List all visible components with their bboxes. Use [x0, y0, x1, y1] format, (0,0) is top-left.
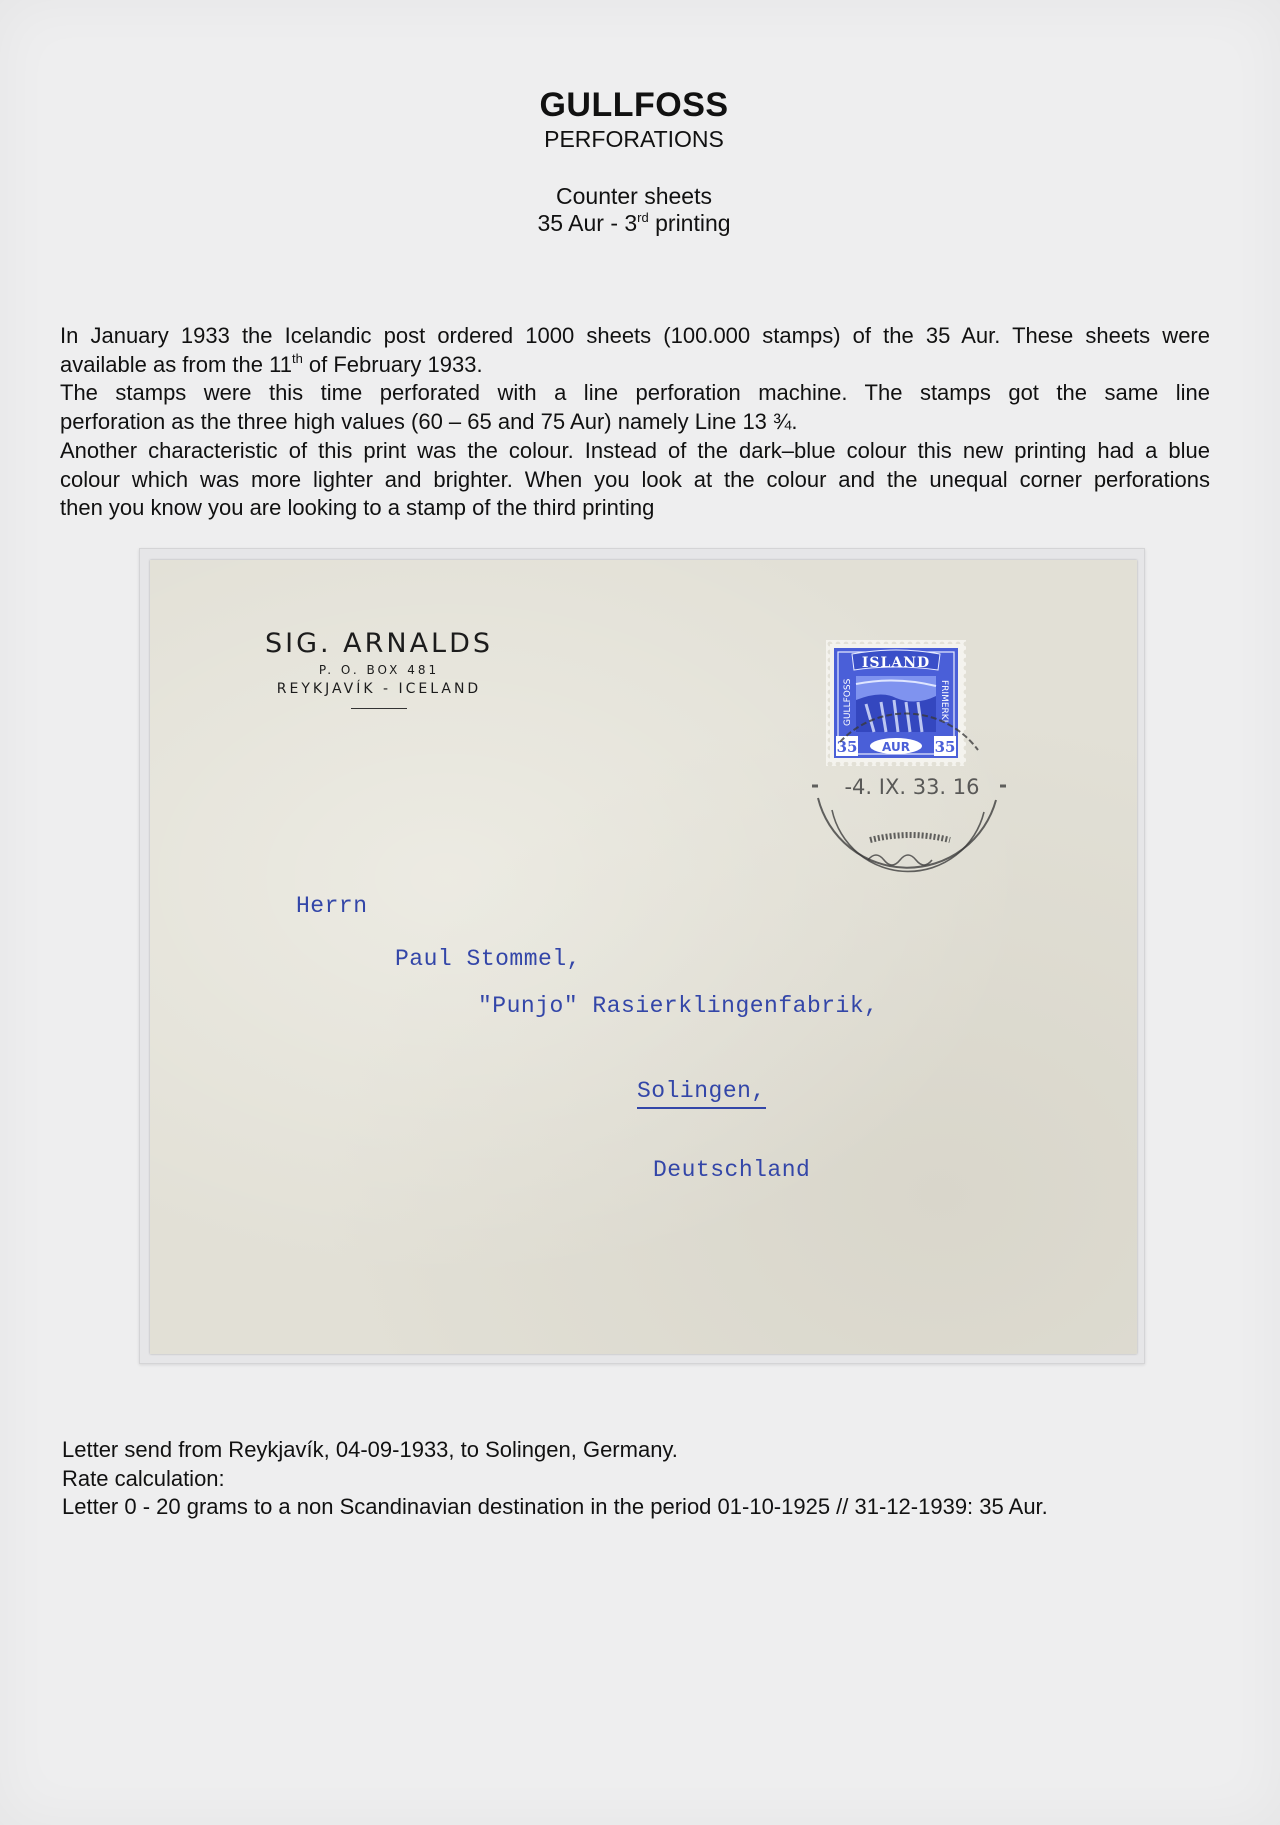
intro-line-2-prefix: available as from the 11: [60, 351, 292, 377]
stamp-value-left: 35: [836, 738, 858, 756]
intro-line-2-suffix: of February 1933.: [302, 351, 483, 377]
counter-sheets-label: Counter sheets: [556, 183, 712, 209]
intro-line-6: colour which was more lighter and brighter. When you look at the colour and the unequal corner perforations: [60, 466, 1210, 492]
intro-line-1: In January 1933 the Icelandic post ordered 1000 sheets (100.000 stamps) of the 35 Aur. These sheets were: [60, 323, 1210, 348]
printing-prefix: 35 Aur - 3: [537, 210, 638, 236]
address-recipient: Paul Stommel,: [395, 946, 581, 972]
footer-line-2: Rate calculation:: [62, 1465, 225, 1491]
printing-superscript: rd: [637, 210, 649, 225]
intro-line-4: perforation as the three high values (60 – 65 and 75 Aur) namely Line 13 ¾.: [60, 409, 798, 435]
page-title: GULLFOSS: [539, 86, 729, 124]
sender-name: SIG. ARNALDS: [264, 628, 494, 659]
stamp-value-right: 35: [934, 738, 956, 756]
sender-city: REYKJAVÍK - ICELAND: [276, 681, 482, 697]
intro-text: [60, 322, 1210, 523]
intro-line-2: [60, 351, 1210, 380]
stamp-right-label: FRIMERKI: [939, 680, 949, 723]
stamp-left-label: GULLFOSS: [843, 678, 853, 726]
intro-line-7: then you know you are looking to a stamp of the third printing: [60, 495, 655, 521]
address-city: Solingen,: [637, 1078, 766, 1109]
postmark-date: -4. IX. 33. 16: [844, 775, 980, 799]
sender-imprint: [244, 628, 514, 709]
footer-line-3: Letter 0 - 20 grams to a non Scandinavian destination in the period 01-10-1925 // 31-12-1939: 35 Aur.: [62, 1494, 1048, 1519]
address-country: Deutschland: [653, 1157, 811, 1183]
footer-line-1: Letter send from Reykjavík, 04-09-1933, to Solingen, Germany.: [62, 1437, 678, 1462]
printing-suffix: printing: [648, 210, 731, 236]
printing-label: [0, 210, 1268, 237]
intro-line-5: Another characteristic of this print was the colour. Instead of the dark–blue colour this new printing had a blue: [60, 437, 1210, 463]
footer-text: [62, 1436, 1048, 1522]
stamp-country: ISLAND: [861, 655, 931, 671]
address-company: "Punjo" Rasierklingenfabrik,: [478, 993, 879, 1019]
intro-line-2-superscript: th: [291, 350, 303, 366]
sender-rule: [351, 708, 407, 709]
postmark-image: [800, 690, 1018, 895]
intro-line-3: The stamps were this time perforated with a line perforation machine. The stamps got the same line: [60, 380, 1210, 406]
page-subtitle: PERFORATIONS: [544, 126, 724, 152]
address-salutation: Herrn: [296, 893, 368, 919]
sender-box: P. O. BOX 481: [318, 663, 440, 677]
stamp-currency: AUR: [882, 740, 910, 754]
